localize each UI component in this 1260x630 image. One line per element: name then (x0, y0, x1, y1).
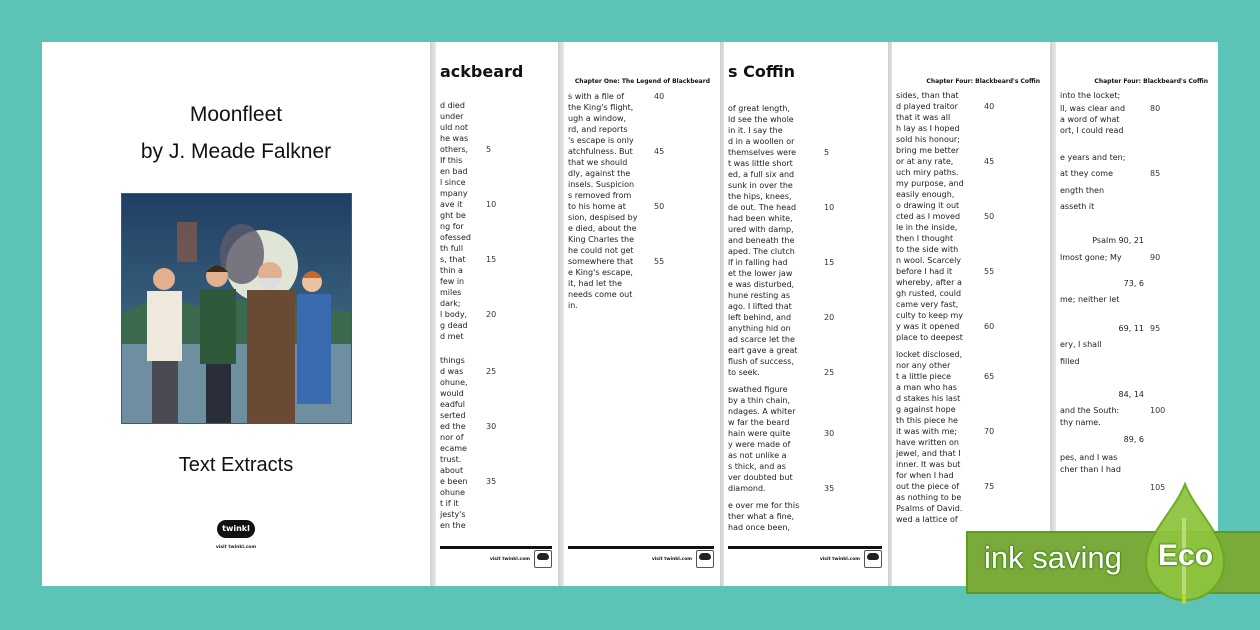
text-line: miles (440, 288, 462, 297)
line-number: 60 (984, 322, 995, 331)
text-line: y was it opened (896, 322, 960, 331)
text-line: that we should (568, 158, 628, 167)
text-line: diamond. (728, 484, 766, 493)
text-line: pes, and I was (1060, 453, 1118, 462)
text-line: ng for (440, 222, 464, 231)
text-line: that it was all (896, 113, 951, 122)
text-line: in. (568, 301, 578, 310)
text-line: sion, despised by (568, 213, 638, 222)
text-line: s, that (440, 255, 466, 264)
text-line: t was little short (728, 159, 793, 168)
text-line: ugh a window, (568, 114, 627, 123)
text-line: If this (440, 156, 463, 165)
text-line: ength then (1060, 186, 1105, 195)
twinkl-footer-logo-icon (534, 550, 552, 568)
psalm-reference: Psalm 90, 21 (1092, 236, 1144, 245)
text-line: easily enough, (896, 190, 955, 199)
text-line: out the piece of (896, 482, 960, 491)
text-line: nor of (440, 433, 464, 442)
text-line: dly, against the (568, 169, 631, 178)
text-line: ohune, (440, 378, 468, 387)
text-line: hain were quite (728, 429, 791, 438)
text-line: w far the beard (728, 418, 790, 427)
cover-illustration (121, 193, 352, 424)
text-line: h lay as I hoped (896, 124, 960, 133)
line-number: 55 (984, 267, 995, 276)
text-line: culty to keep my (896, 311, 964, 320)
text-line: ery, I shall (1060, 340, 1102, 349)
line-number: 35 (486, 477, 497, 486)
text-line: wed a lattice of (896, 515, 958, 524)
chapter-header: Chapter Four: Blackbeard's Coffin (1094, 78, 1208, 85)
text-line: e years and ten; (1060, 153, 1126, 162)
text-line: to his home at (568, 202, 626, 211)
text-line: locket disclosed, (896, 350, 963, 359)
text-line: in it. I say the (728, 126, 783, 135)
text-line: le in the inside, (896, 223, 958, 232)
text-line: serted (440, 411, 466, 420)
line-number: 45 (654, 147, 665, 156)
text-line: l body, (440, 310, 468, 319)
line-number: 25 (824, 368, 835, 377)
text-line: g against hope (896, 405, 956, 414)
line-number: 45 (984, 157, 995, 166)
text-line: ecame (440, 444, 467, 453)
text-line: th full (440, 244, 464, 253)
text-line: e been (440, 477, 468, 486)
text-line: d was (440, 367, 464, 376)
text-line: ofessed (440, 233, 471, 242)
text-line: ght be (440, 211, 466, 220)
text-line: Psalms of David. (896, 504, 963, 513)
text-line: en the (440, 521, 466, 530)
text-line: thin a (440, 266, 463, 275)
footer-divider (440, 546, 552, 549)
text-line: e was disturbed, (728, 280, 795, 289)
eco-label: Eco (1158, 539, 1214, 572)
line-number: 15 (486, 255, 497, 264)
text-line: somewhere that (568, 257, 634, 266)
line-number: 65 (984, 372, 995, 381)
text-line: ad scarce let the (728, 335, 795, 344)
chapter-title: ackbeard (440, 62, 524, 81)
text-line: s thick, and as (728, 462, 786, 471)
footer-url: visit twinkl.com (489, 557, 530, 562)
text-line: swathed figure (728, 385, 788, 394)
text-line: d died (440, 101, 465, 110)
text-line: cted as I moved (896, 212, 961, 221)
line-number: 50 (984, 212, 995, 221)
text-line: ort, I could read (1060, 126, 1124, 135)
text-line: things (440, 356, 465, 365)
text-line: sold his honour; (896, 135, 960, 144)
text-line: ver doubted but (728, 473, 793, 482)
text-line: as not unlike a (728, 451, 787, 460)
line-number: 70 (984, 427, 995, 436)
text-line: rd, and reports (568, 125, 628, 134)
text-line: before I had it (896, 267, 953, 276)
text-line: sunk in over the (728, 181, 793, 190)
text-line: lmost gone; My (1060, 253, 1122, 262)
text-line: themselves were (728, 148, 797, 157)
text-line: by a thin chain, (728, 396, 791, 405)
text-line: about (440, 466, 464, 475)
text-line: my purpose, and (896, 179, 964, 188)
text-line: jesty's (440, 510, 466, 519)
chapter-header: Chapter One: The Legend of Blackbeard (574, 78, 710, 85)
chapter-header: Chapter Four: Blackbeard's Coffin (926, 78, 1040, 85)
text-line: whereby, after a (896, 278, 962, 287)
text-line: uld not (440, 123, 469, 132)
text-line: s removed from (568, 191, 632, 200)
text-line: ll, was clear and (1060, 104, 1126, 113)
text-line: he was (440, 134, 469, 143)
line-number: 85 (1150, 169, 1161, 178)
line-number: 30 (486, 422, 497, 431)
footer-divider (568, 546, 714, 549)
text-line: lf in falling had (728, 258, 788, 267)
text-line: 's escape is only (568, 136, 634, 145)
ink-saving-label: ink saving (984, 540, 1122, 575)
text-line: at they come (1060, 169, 1113, 178)
line-number: 5 (486, 145, 492, 154)
line-number: 40 (984, 102, 995, 111)
text-line: y were made of (728, 440, 791, 449)
text-line: ago. I lifted that (728, 302, 792, 311)
text-line: t if it (440, 499, 459, 508)
text-line: ed the (440, 422, 466, 431)
text-line: or at any rate, (896, 157, 954, 166)
chapter-title: s Coffin (728, 62, 796, 81)
psalm-reference: 89, 6 (1123, 435, 1144, 444)
text-line: d in a woollen or (728, 137, 795, 146)
text-line: me; neither let (1060, 295, 1120, 304)
line-number: 80 (1150, 104, 1161, 113)
text-line: to seek. (728, 368, 760, 377)
text-line: l since (440, 178, 466, 187)
text-line: filled (1060, 357, 1080, 366)
text-line: eadful (440, 400, 466, 409)
text-line: under (440, 112, 464, 121)
text-line: e died, about the (568, 224, 637, 233)
line-number: 20 (824, 313, 835, 322)
text-line: et the lower jaw (728, 269, 793, 278)
line-number: 90 (1150, 253, 1161, 262)
text-line: King Charles the (568, 235, 634, 244)
text-line: inner. It was but (896, 460, 961, 469)
cover-url: visit twinkl.com (215, 545, 257, 550)
psalm-reference: 73, 6 (1123, 279, 1144, 288)
text-line: ave it (440, 200, 463, 209)
text-line: then I thought (896, 234, 954, 243)
text-line: have written on (896, 438, 959, 447)
text-line: ther what a fine, (728, 512, 795, 521)
text-line: g dead (440, 321, 468, 330)
text-line: hune resting as (728, 291, 790, 300)
text-line: left behind, and (728, 313, 792, 322)
text-line: e over me for this (728, 501, 800, 510)
line-number: 20 (486, 310, 497, 319)
text-line: trust. (440, 455, 462, 464)
text-extract-page (436, 42, 558, 586)
cover-page (42, 42, 430, 586)
text-line: needs come out (568, 290, 633, 299)
book-author: by J. Meade Falkner (140, 140, 332, 163)
line-number: 75 (984, 482, 995, 491)
text-extract-page (564, 42, 720, 586)
text-line: to the side with (896, 245, 959, 254)
text-line: o drawing it out (896, 201, 960, 210)
book-title: Moonfleet (189, 103, 283, 126)
twinkl-footer-logo-icon (864, 550, 882, 568)
text-line: dark; (440, 299, 461, 308)
text-line: others, (440, 145, 469, 154)
text-line: e King's escape, (568, 268, 633, 277)
text-line: d stakes his last (896, 394, 961, 403)
text-line: asseth it (1060, 202, 1095, 211)
text-line: it, had let the (568, 279, 622, 288)
text-line: atchfulness. But (568, 147, 633, 156)
text-line: aped. The clutch (728, 247, 795, 256)
text-line: for when I had (896, 471, 954, 480)
text-line: as nothing to be (896, 493, 962, 502)
text-line: into the locket; (1060, 91, 1121, 100)
twinkl-logo: twinkl (217, 520, 255, 538)
text-line: of great length, (728, 104, 790, 113)
twinkl-footer-logo-icon (696, 550, 714, 568)
cover-subtitle: Text Extracts (178, 454, 294, 476)
footer-url: visit twinkl.com (819, 557, 860, 562)
line-number: 100 (1150, 406, 1166, 415)
text-line: n wool. Scarcely (896, 256, 962, 265)
psalm-reference: 84, 14 (1118, 390, 1144, 399)
text-line: th this piece he (896, 416, 958, 425)
text-line: insels. Suspicion (568, 180, 635, 189)
line-number: 40 (654, 92, 665, 101)
footer-divider (728, 546, 882, 549)
line-number: 105 (1150, 483, 1166, 492)
text-line: bring me better (896, 146, 960, 155)
psalm-reference: 69, 11 (1118, 324, 1144, 333)
line-number: 10 (486, 200, 497, 209)
text-line: thy name. (1060, 418, 1101, 427)
text-line: came very fast, (896, 300, 959, 309)
text-line: ohune (440, 488, 466, 497)
text-line: s with a file of (568, 92, 625, 101)
line-number: 15 (824, 258, 835, 267)
line-number: 25 (486, 367, 497, 376)
text-line: ured with damp, (728, 225, 794, 234)
text-line: mpany (440, 189, 468, 198)
text-line: the King's flight, (568, 103, 634, 112)
line-number: 95 (1150, 324, 1161, 333)
text-line: had been white, (728, 214, 793, 223)
text-line: it was with me; (896, 427, 957, 436)
text-line: de out. The head (728, 203, 797, 212)
text-line: uch miry paths. (896, 168, 959, 177)
text-line: a word of what (1060, 115, 1120, 124)
text-line: en bad (440, 167, 468, 176)
footer-url: visit twinkl.com (651, 557, 692, 562)
text-line: place to deepest (896, 333, 963, 342)
text-line: d met (440, 332, 464, 341)
text-line: t a little piece (896, 372, 952, 381)
text-line: the hips, knees, (728, 192, 792, 201)
text-line: and beneath the (728, 236, 795, 245)
text-line: had once been, (728, 523, 790, 532)
text-line: nor any other (896, 361, 951, 370)
text-extract-page (892, 42, 1050, 586)
text-line: ld see the whole (728, 115, 794, 124)
line-number: 5 (824, 148, 830, 157)
text-line: anything hid on (728, 324, 791, 333)
text-line: gh rusted, could (896, 289, 962, 298)
text-line: sides, than that (896, 91, 959, 100)
line-number: 10 (824, 203, 835, 212)
text-line: would (440, 389, 464, 398)
text-line: d played traitor (896, 102, 958, 111)
text-line: he could not get (568, 246, 634, 255)
text-line: a man who has (896, 383, 957, 392)
line-number: 50 (654, 202, 665, 211)
text-line: cher than I had (1060, 465, 1121, 474)
line-number: 35 (824, 484, 835, 493)
text-extract-page (724, 42, 888, 586)
line-number: 30 (824, 429, 835, 438)
text-line: eart gave a great (728, 346, 798, 355)
text-line: jewel, and that I (896, 449, 961, 458)
text-line: flush of success, (728, 357, 794, 366)
text-line: few in (440, 277, 465, 286)
text-line: ndages. A whiter (728, 407, 796, 416)
text-line: and the South: (1060, 406, 1120, 415)
text-line: ed, a full six and (728, 170, 795, 179)
line-number: 55 (654, 257, 665, 266)
